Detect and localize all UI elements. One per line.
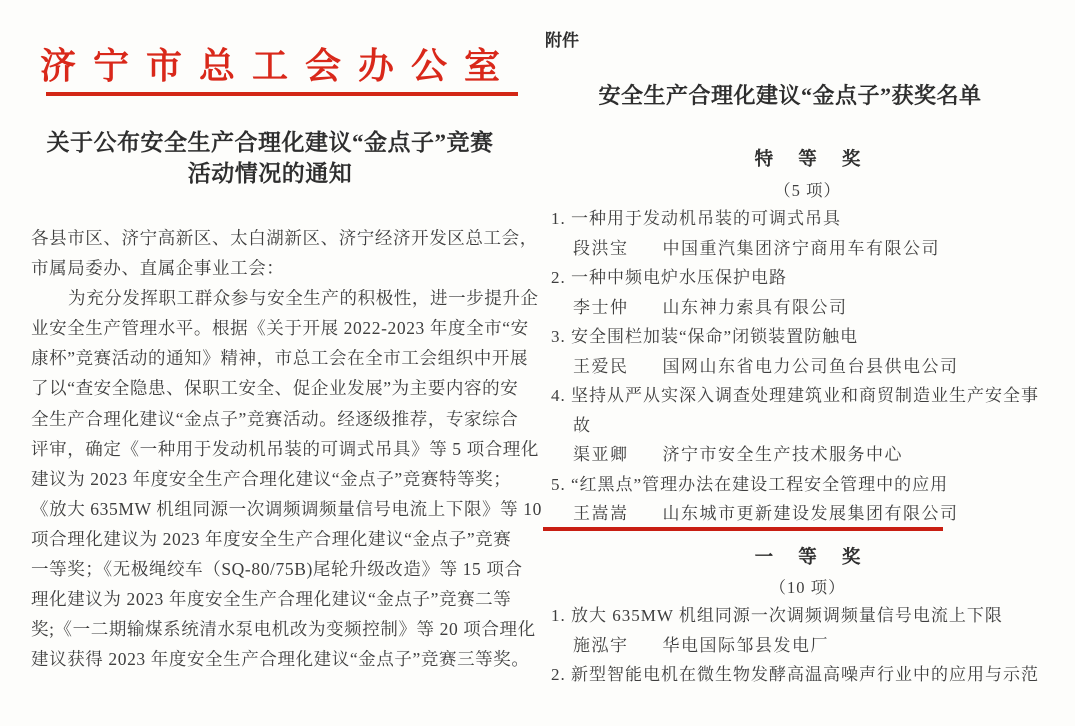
award-item-title: 1. 一种用于发动机吊装的可调式吊具: [551, 209, 841, 228]
award-count-first: （10 项）: [769, 578, 846, 597]
winner-org: 济宁市安全生产技术服务中心: [662, 445, 903, 464]
body-line: 评审，确定《一种用于发动机吊装的可调式吊具》等 5 项合理化: [31, 438, 539, 459]
award-item-title: 1. 放大 635MW 机组同源一次调频调频量信号电流上下限: [551, 606, 1003, 625]
winner-org: 中国重汽集团济宁商用车有限公司: [662, 238, 940, 258]
notice-body: [31, 223, 542, 674]
award-count-special: （5 项）: [774, 181, 841, 200]
body-line: 理化建议为 2023 年度安全生产合理化建议“金点子”竞赛二等: [31, 589, 512, 610]
award-item-title-cont: 故: [573, 415, 591, 435]
award-item-title: 4. 坚持从严从实深入调查处理建筑业和商贸制造业生产安全事: [551, 386, 1039, 405]
award-item-winner: [548, 234, 1075, 264]
body-line: 全生产合理化建议“金点子”竞赛活动。经逐级推荐，专家综合: [31, 408, 519, 429]
winner-name: 施泓宇: [573, 635, 629, 655]
attachment-page: [540, 0, 1075, 726]
award-heading-special: 特 等 奖: [754, 148, 871, 169]
winner-name: 李士仲: [573, 297, 629, 317]
body-line: 了以“查安全隐患、保职工安全、促企业发展”为主要内容的安: [31, 378, 519, 399]
award-items-first: [548, 601, 1075, 690]
winner-name: 段洪宝: [573, 238, 629, 258]
winner-org: 国网山东省电力公司鱼台县供电公司: [662, 356, 959, 376]
letterhead-title: 济宁市总工会办公室: [39, 46, 517, 86]
body-line: 业安全生产管理水平。根据《关于开展 2022-2023 年度全市“安: [31, 318, 529, 339]
body-line: 一等奖；《无极绳绞车（SQ-80/75B)尾轮升级改造》等 15 项合: [31, 559, 523, 580]
award-item-winner: [548, 352, 1075, 382]
winner-org: 山东神力索具有限公司: [662, 297, 848, 317]
salutation-line: 各县市区、济宁高新区、太白湖新区、济宁经济开发区总工会，: [31, 228, 538, 248]
award-item-title: 2. 新型智能电机在微生物发酵高温高噪声行业中的应用与示范: [551, 665, 1039, 684]
award-item-title: 2. 一种中频电炉水压保护电路: [551, 268, 787, 287]
attachment-label: 附件: [545, 31, 579, 50]
winner-org: 华电国际邹县发电厂: [662, 635, 829, 655]
award-item-winner: [548, 631, 1075, 661]
body-line: 建议为 2023 年度安全生产合理化建议“金点子”竞赛特等奖；: [31, 468, 512, 489]
body-line: 为充分发挥职工群众参与安全生产的积极性，进一步提升企: [68, 288, 539, 309]
winner-name: 渠亚卿: [573, 445, 629, 464]
award-items-special: [548, 204, 1075, 529]
winner-name: 王爱民: [573, 356, 629, 376]
notice-title-line-1: 关于公布安全生产合理化建议“金点子”竞赛: [46, 130, 494, 155]
highlight-underline: [543, 527, 943, 531]
notice-title: [0, 127, 540, 189]
body-line: 《放大 635MW 机组同源一次调频调频量信号电流上下限》等 10: [31, 498, 542, 519]
body-line: 奖;《一二期输煤系统清水泵电机改为变频控制》等 20 项合理化: [31, 619, 536, 640]
body-line: 项合理化建议为 2023 年度安全生产合理化建议“金点子”竞赛: [31, 528, 512, 549]
winner-name: 王嵩嵩: [573, 504, 629, 523]
body-line: 康杯”竞赛活动的通知》精神，市总工会在全市工会组织中开展: [31, 348, 529, 369]
annex-title: 安全生产合理化建议“金点子”获奖名单: [598, 83, 982, 108]
body-line: 建议获得 2023 年度安全生产合理化建议“金点子”竞赛三等奖。: [31, 649, 530, 670]
award-item-winner: [548, 440, 1075, 470]
winner-org: 山东城市更新建设发展集团有限公司: [662, 504, 959, 523]
award-item-winner: [548, 293, 1075, 323]
award-item-winner: [548, 499, 1075, 529]
letterhead-rule: [46, 92, 518, 96]
notice-title-line-2: 活动情况的通知: [187, 161, 353, 186]
award-heading-first: 一 等 奖: [754, 546, 871, 567]
award-item-title: 5. “红黑点”管理办法在建设工程安全管理中的应用: [551, 474, 949, 494]
salutation-line: 市属局委办、直属企事业工会：: [31, 258, 285, 279]
award-item-title: 3. 安全围栏加装“保命”闭锁装置防触电: [551, 327, 859, 346]
